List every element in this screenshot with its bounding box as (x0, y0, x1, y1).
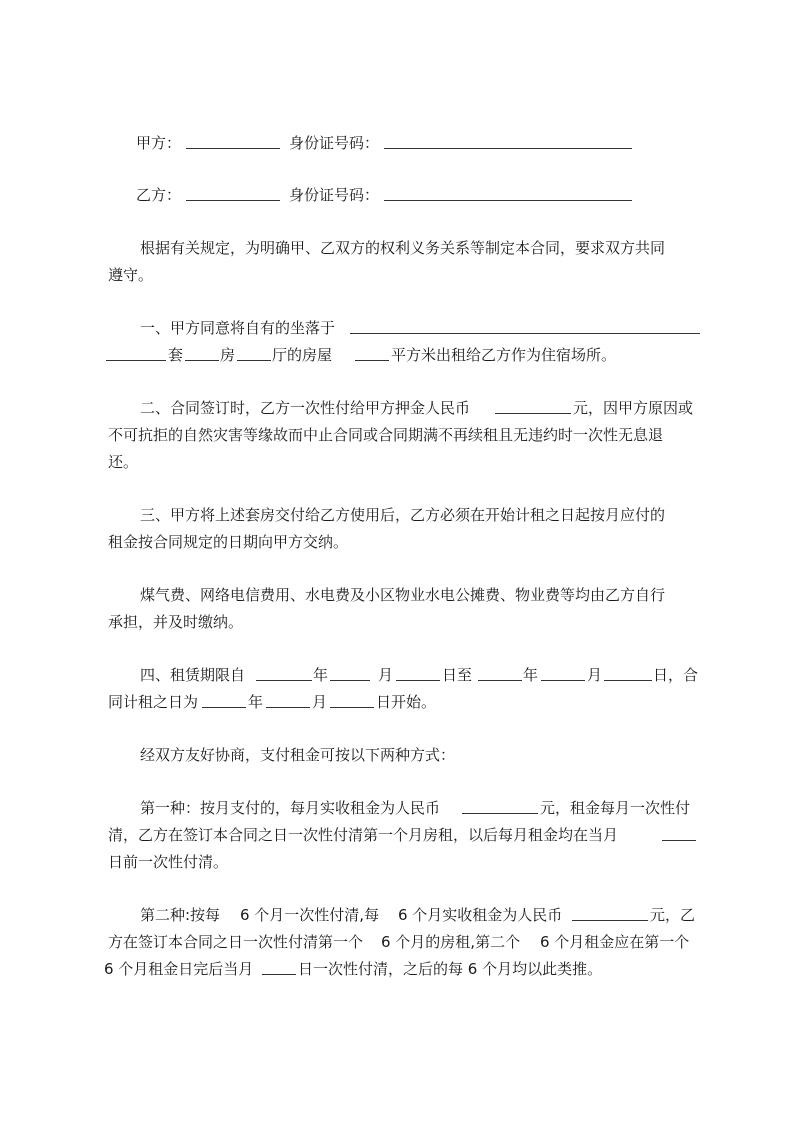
option-2-text-b: 6 个月一次性付清,每 (240, 906, 380, 924)
rent-start-label: 同计租之日为 (108, 693, 199, 711)
month-label: 月 (378, 666, 394, 684)
deposit-blank[interactable] (495, 398, 571, 414)
halls-blank[interactable] (237, 345, 271, 361)
month-label: 月 (312, 693, 328, 711)
term-label: 四、租赁期限自 (140, 666, 246, 684)
option-2-text-h: 6 个月租金日完后当月 (104, 960, 254, 978)
option-1-text-b: 元，租金每月一次性付 (540, 799, 691, 817)
six-month-rent-blank[interactable] (572, 905, 648, 921)
utilities-text-end: 承担，并及时缴纳。 (108, 613, 244, 631)
end-month-blank[interactable] (541, 665, 585, 681)
unit-label: 套 (168, 346, 184, 364)
six-month-due-day-blank[interactable] (262, 959, 296, 975)
clause-2-text-c: 不可抗拒的自然灾害等缘故而中止合同或合同期满不再续租且无违约时一次性无息退 (108, 426, 664, 444)
end-year-blank[interactable] (478, 665, 522, 681)
option-2-text-c: 6 个月实收租金为人民币 (398, 906, 563, 924)
monthly-rent-blank[interactable] (462, 798, 538, 814)
clause-3-text-end: 租金按合同规定的日期向甲方交纳。 (108, 533, 349, 551)
year-label: 年 (248, 693, 264, 711)
option-2-text-e: 方在签订本合同之日一次性付清第一个 (108, 933, 364, 951)
party-b-label: 乙方： (136, 186, 182, 204)
start-year-blank[interactable] (256, 665, 312, 681)
start-month-blank[interactable] (330, 665, 370, 681)
party-a-id-label: 身份证号码： (289, 134, 380, 152)
day-to-label: 日至 (442, 666, 473, 684)
clause-2-text: 二、合同签订时，乙方一次性付给甲方押金人民币 (140, 399, 471, 417)
option-2-text-f: 6 个月的房租,第二个 (381, 933, 521, 951)
party-b-id-label: 身份证号码： (289, 186, 380, 204)
year-label: 年 (313, 666, 329, 684)
rent-day-blank[interactable] (330, 692, 374, 708)
option-2-text-end: 日一次性付清，之后的每 6 个月均以此类推。 (298, 960, 603, 978)
option-1-text: 第一种：按月支付的，每月实收租金为人民币 (140, 799, 441, 817)
clause-2-text-b: 元，因甲方原因或 (573, 399, 694, 417)
clause-2-text-end: 还。 (108, 453, 139, 471)
option-1-text-end: 日前一次性付清。 (108, 853, 229, 871)
clause-3-text: 三、甲方将上述套房交付给乙方使用后，乙方必须在开始计租之日起按月应付的 (140, 506, 666, 524)
halls-label: 厅的房屋 (272, 346, 333, 364)
option-2-text: 第二种:按每 (140, 906, 221, 924)
rent-month-blank[interactable] (266, 692, 310, 708)
monthly-due-day-blank[interactable] (662, 825, 696, 841)
month-label: 月 (587, 666, 603, 684)
option-2-text-d: 元，乙 (650, 906, 696, 924)
rooms-blank[interactable] (185, 345, 219, 361)
area-blank[interactable] (355, 345, 389, 361)
party-b-name-blank[interactable] (186, 185, 280, 201)
party-b-id-blank[interactable] (384, 185, 632, 201)
party-a-label: 甲方： (136, 134, 182, 152)
end-day-blank[interactable] (604, 665, 652, 681)
rooms-label: 房 (220, 346, 236, 364)
address-blank[interactable] (350, 318, 700, 334)
option-2-text-g: 6 个月租金应在第一个 (540, 933, 690, 951)
day-label: 日，合 (653, 666, 699, 684)
start-day-blank[interactable] (396, 665, 440, 681)
intro-text: 根据有关规定，为明确甲、乙双方的权利义务关系等制定本合同，要求双方共同 (140, 239, 666, 257)
party-a-id-blank[interactable] (384, 133, 632, 149)
clause-1-text: 一、甲方同意将自有的坐落于 (140, 319, 336, 337)
rent-start-end: 日开始。 (376, 693, 437, 711)
intro-text-end: 遵守。 (108, 266, 154, 284)
party-a-name-blank[interactable] (186, 133, 280, 149)
year-label: 年 (523, 666, 539, 684)
payment-intro-text: 经双方友好协商，支付租金可按以下两种方式： (140, 746, 456, 764)
option-1-text-c: 清，乙方在签订本合同之日一次性付清第一个月房租，以后每月租金均在当月 (108, 826, 619, 844)
rent-year-blank[interactable] (202, 692, 246, 708)
utilities-text: 煤气费、网络电信费用、水电费及小区物业水电公摊费、物业费等均由乙方自行 (140, 586, 666, 604)
address-blank-cont[interactable] (106, 345, 166, 361)
clause-1-text-end: 平方米出租给乙方作为住宿场所。 (391, 346, 617, 364)
